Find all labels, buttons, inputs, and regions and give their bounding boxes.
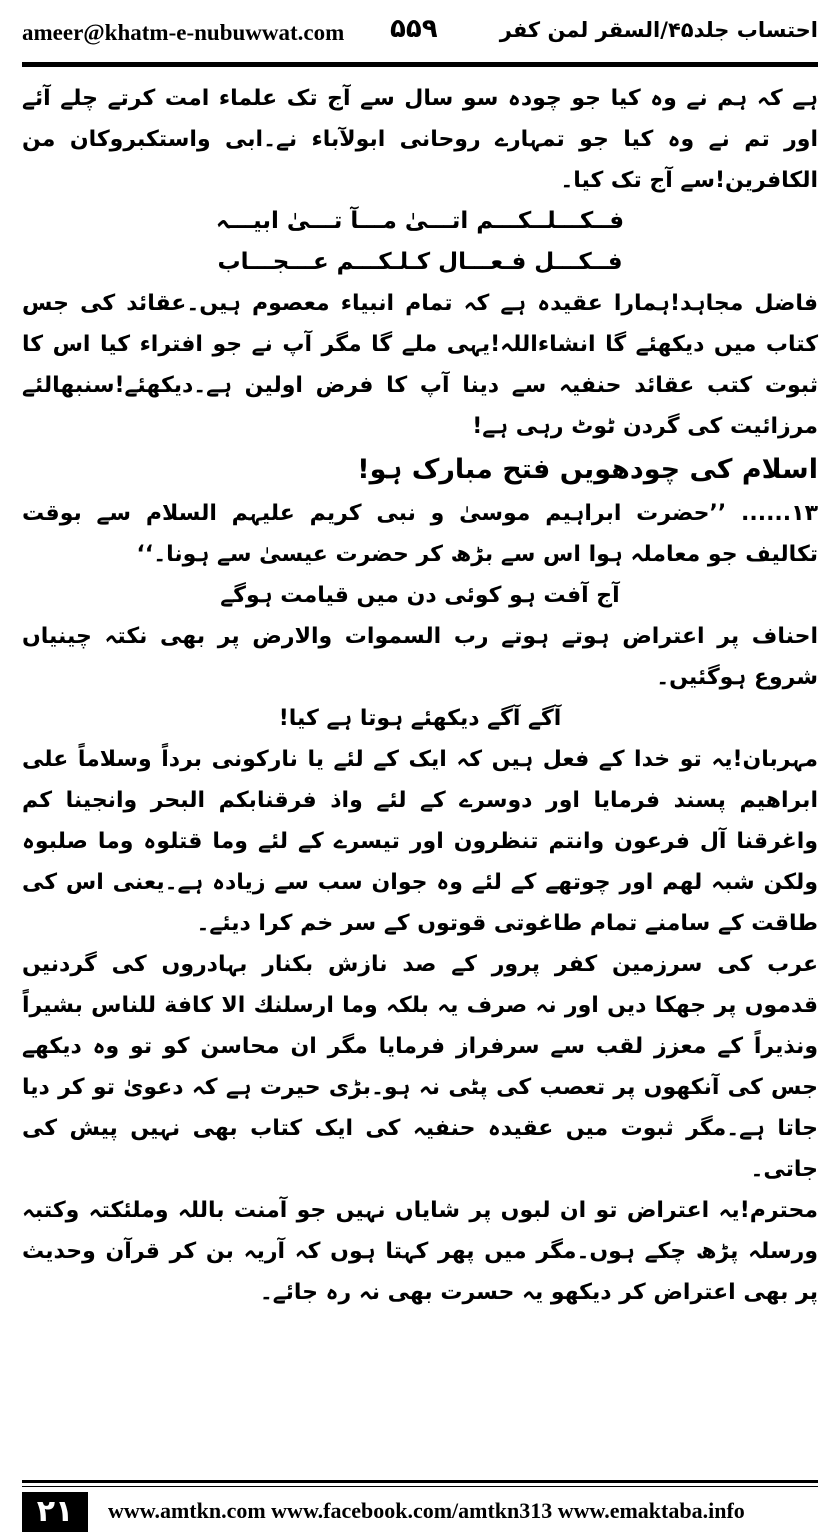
paragraph-4: مہربان!یہ تو خدا کے فعل ہیں کہ ایک کے لئے یا نارکونی برداً وسلاماً علی ابراھیم پسند فرمایا اور دوسرے کے لئے واذ فرقنابکم البحر وانجینا کم واغرقنا آل فرعون وانتم تنظرون اور تیسرے کے لئے وما قتلوہ وما صلبوہ ولکن شبہ لھم اور چوتھے کے لئے وہ جوان سب سے زیادہ ہے۔یعنی اس کی طاقت کے سامنے تمام طاغوتی قوتوں کے سر خم کرا دیئے۔ bbox=[22, 747, 818, 936]
header-title: احتساب جلد۴۵/السقر لمن کفر bbox=[499, 18, 818, 42]
paragraph-5: عرب کی سرزمین کفر پرور کے صد نازش بکنار بہادروں کی گردنیں قدموں پر جھکا دیں اور نہ صرف یہ بلکہ وما ارسلنك الا کافة للناس بشیراً ونذیراً کے معزز لقب سے سرفراز فرمایا مگر ان محاسن کو تو وہ دیکھے جس کی آنکھوں پر تعصب کی پٹی نہ ہو۔بڑی حیرت ہے کہ دعویٰ تو کر دیا جاتا ہے۔مگر ثبوت میں عقیدہ حنفیہ کی ایک کتاب بھی نہیں پیش کی جاتی۔ bbox=[22, 952, 818, 1182]
couplet-line-1: آج آفت ہو کوئی دن میں قیامت ہوگے bbox=[220, 583, 620, 608]
footer-rule-thin bbox=[22, 1486, 818, 1487]
couplet-line-2: آگے آگے دیکھئے ہوتا ہے کیا! bbox=[278, 706, 562, 731]
paragraph-1: ہے کہ ہم نے وہ کیا جو چودہ سو سال سے آج تک علماء امت کرتے چلے آئے اور تم نے وہ کیا جو تمہارے روحانی ابولآباء نے۔ابی واستکبروکان من الکافرین!سے آج تک کیا۔ bbox=[22, 86, 818, 193]
page-header bbox=[22, 14, 818, 54]
paragraph-3: احناف پر اعتراض ہوتے ہوتے رب السموات والارض پر بھی نکتہ چینیاں شروع ہوگئیں۔ bbox=[22, 624, 818, 690]
verse-line-1: فــکـــلــکـــم اتـــیٰ مـــآ تـــیٰ ابیـــہ bbox=[215, 208, 625, 234]
footer-rule bbox=[22, 1480, 818, 1483]
page-body bbox=[22, 78, 818, 1454]
footer-links: www.amtkn.com www.facebook.com/amtkn313 www.emaktaba.info bbox=[108, 1498, 745, 1523]
paragraph-6: محترم!یہ اعتراض تو ان لبوں پر شایاں نہیں جو آمنت باللہ وملئکتہ وکتبہ ورسلہ پڑھ چکے ہوں۔مگر میں پھر کہتا ہوں کہ آریہ بن کر قرآن وحدیث پر بھی اعتراض کر دیکھو یہ حسرت بھی نہ رہ جائے۔ bbox=[22, 1198, 818, 1305]
paragraph-heading-victory: اسلام کی چودھویں فتح مبارک ہو! bbox=[357, 454, 818, 485]
verse-line-2: فــکـــل فـعـــال کـلـکـــم عـــجـــاب bbox=[217, 249, 623, 275]
paragraph-2: فاضل مجاہد!ہمارا عقیدہ ہے کہ تمام انبیاء معصوم ہیں۔عقائد کی جس کتاب میں دیکھئے گا انشاءاللہ!یہی ملے گا مگر آپ نے جو افتراء کیا اس کا ثبوت کتب عقائد حنفیہ سے دینا آپ کا فرض اولین ہے۔دیکھئے!سنبھالئے مرزائیت کی گردن ٹوٹ رہی ہے! bbox=[22, 291, 818, 439]
header-page-number: ۵۵۹ bbox=[390, 14, 438, 44]
footer-page-number: ۲۱ bbox=[22, 1492, 88, 1532]
header-email: ameer@khatm-e-nubuwwat.com bbox=[22, 20, 345, 45]
header-rule bbox=[22, 62, 818, 67]
numbered-objection-13: ۱۳...... ’’حضرت ابراہیم موسیٰ و نبی کریم علیہم السلام سے بوقت تکالیف جو معاملہ ہوا اس سے بڑھ کر حضرت عیسیٰ سے ہونا۔‘‘ bbox=[22, 501, 818, 567]
